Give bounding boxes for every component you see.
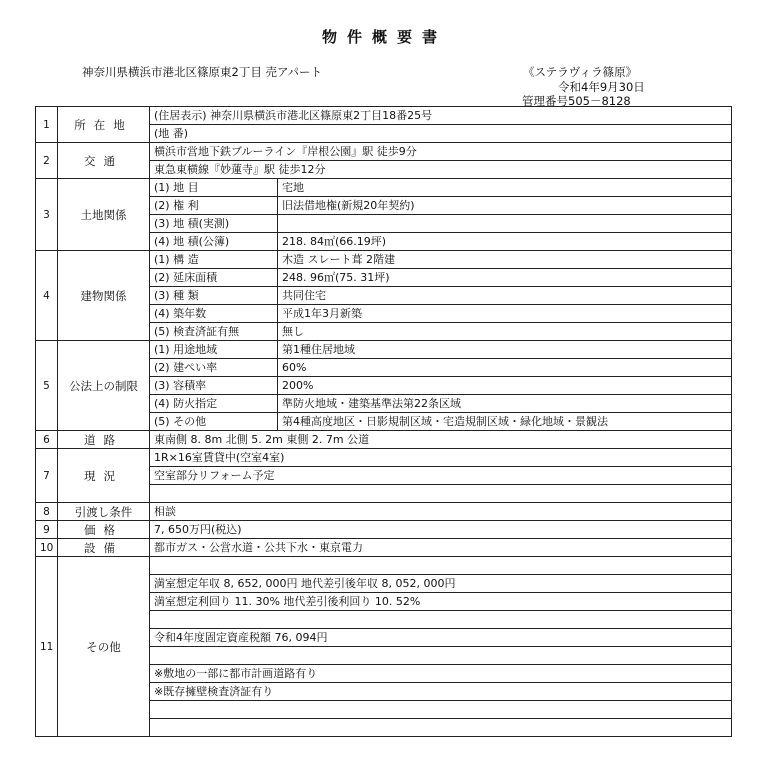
blank-cell bbox=[150, 611, 732, 629]
table-row bbox=[36, 431, 732, 449]
other-yield: 満室想定利回り 11. 30% 地代差引後利回り 10. 52% bbox=[150, 593, 732, 611]
building-value: 木造 スレート葺 2階建 bbox=[278, 251, 732, 269]
row-number: 4 bbox=[36, 251, 58, 341]
document-title: 物件概要書 bbox=[321, 28, 447, 46]
building-label: (3) 種 類 bbox=[150, 287, 278, 305]
category-transport: 交通 bbox=[58, 143, 150, 179]
table-row bbox=[36, 143, 732, 161]
document-date: 令和4年9月30日 bbox=[558, 80, 645, 94]
row-number: 9 bbox=[36, 521, 58, 539]
transport-line-1: 横浜市営地下鉄ブルーライン『岸根公園』駅 徒歩9分 bbox=[150, 143, 732, 161]
blank-cell bbox=[150, 719, 732, 737]
table-row bbox=[36, 179, 732, 197]
category-land: 土地関係 bbox=[58, 179, 150, 251]
building-label: (1) 構 造 bbox=[150, 251, 278, 269]
table-row bbox=[36, 503, 732, 521]
building-value: 無し bbox=[278, 323, 732, 341]
row-number: 10 bbox=[36, 539, 58, 557]
land-value: 宅地 bbox=[278, 179, 732, 197]
row-number: 3 bbox=[36, 179, 58, 251]
restriction-label: (1) 用途地域 bbox=[150, 341, 278, 359]
category-location: 所在地 bbox=[58, 107, 150, 143]
blank-cell bbox=[150, 485, 732, 503]
facilities-value: 都市ガス・公営水道・公共下水・東京電力 bbox=[150, 539, 732, 557]
restriction-value: 第1種住居地域 bbox=[278, 341, 732, 359]
restriction-label: (2) 建ぺい率 bbox=[150, 359, 278, 377]
table-row bbox=[36, 251, 732, 269]
building-value: 248. 96㎡(75. 31坪) bbox=[278, 269, 732, 287]
table-row bbox=[36, 341, 732, 359]
location-address: (住居表示) 神奈川県横浜市港北区篠原東2丁目18番25号 bbox=[150, 107, 732, 125]
row-number: 11 bbox=[36, 557, 58, 737]
transport-line-2: 東急東横線『妙蓮寺』駅 徒歩12分 bbox=[150, 161, 732, 179]
road-value: 東南側 8. 8m 北側 5. 2m 東側 2. 7m 公道 bbox=[150, 431, 732, 449]
row-number: 5 bbox=[36, 341, 58, 431]
restriction-value: 第4種高度地区・日影規制区域・宅造規制区域・緑化地域・景観法 bbox=[278, 413, 732, 431]
management-number: 管理番号505－8128 bbox=[522, 94, 631, 108]
row-number: 7 bbox=[36, 449, 58, 503]
building-label: (4) 築年数 bbox=[150, 305, 278, 323]
other-note-wall: ※既存擁壁検査済証有り bbox=[150, 683, 732, 701]
status-line-1: 1R×16室賃貸中(空室4室) bbox=[150, 449, 732, 467]
blank-cell bbox=[150, 647, 732, 665]
location-lot-number: (地 番) bbox=[150, 125, 732, 143]
land-value bbox=[278, 215, 732, 233]
restriction-label: (5) その他 bbox=[150, 413, 278, 431]
category-road: 道路 bbox=[58, 431, 150, 449]
land-label: (1) 地 目 bbox=[150, 179, 278, 197]
category-building: 建物関係 bbox=[58, 251, 150, 341]
row-number: 6 bbox=[36, 431, 58, 449]
land-value: 旧法借地権(新規20年契約) bbox=[278, 197, 732, 215]
blank-cell bbox=[150, 557, 732, 575]
building-value: 共同住宅 bbox=[278, 287, 732, 305]
land-label: (2) 権 利 bbox=[150, 197, 278, 215]
status-line-2: 空室部分リフォーム予定 bbox=[150, 467, 732, 485]
restriction-value: 60% bbox=[278, 359, 732, 377]
table-row bbox=[36, 521, 732, 539]
category-delivery-terms: 引渡し条件 bbox=[58, 503, 150, 521]
building-value: 平成1年3月新築 bbox=[278, 305, 732, 323]
table-row bbox=[36, 557, 732, 575]
row-number: 1 bbox=[36, 107, 58, 143]
land-label: (3) 地 積(実測) bbox=[150, 215, 278, 233]
price-value: 7, 650万円(税込) bbox=[150, 521, 732, 539]
restriction-label: (3) 容積率 bbox=[150, 377, 278, 395]
blank-cell bbox=[150, 701, 732, 719]
building-label: (2) 延床面積 bbox=[150, 269, 278, 287]
category-facilities: 設備 bbox=[58, 539, 150, 557]
row-number: 8 bbox=[36, 503, 58, 521]
land-label: (4) 地 積(公簿) bbox=[150, 233, 278, 251]
property-summary-table bbox=[35, 106, 732, 737]
other-note-road: ※敷地の一部に都市計画道路有り bbox=[150, 665, 732, 683]
category-other: その他 bbox=[58, 557, 150, 737]
property-address-line: 神奈川県横浜市港北区篠原東2丁目 売アパート bbox=[82, 65, 323, 79]
table-row bbox=[36, 107, 732, 125]
delivery-terms-value: 相談 bbox=[150, 503, 732, 521]
restriction-value: 準防火地域・建築基準法第22条区域 bbox=[278, 395, 732, 413]
category-price: 価格 bbox=[58, 521, 150, 539]
table-row bbox=[36, 539, 732, 557]
land-value: 218. 84㎡(66.19坪) bbox=[278, 233, 732, 251]
property-name: 《ステラヴィラ篠原》 bbox=[523, 65, 638, 79]
restriction-label: (4) 防火指定 bbox=[150, 395, 278, 413]
category-legal-restrictions: 公法上の制限 bbox=[58, 341, 150, 431]
other-property-tax: 令和4年度固定資産税額 76, 094円 bbox=[150, 629, 732, 647]
restriction-value: 200% bbox=[278, 377, 732, 395]
row-number: 2 bbox=[36, 143, 58, 179]
building-label: (5) 検査済証有無 bbox=[150, 323, 278, 341]
table-row bbox=[36, 449, 732, 467]
category-current-status: 現況 bbox=[58, 449, 150, 503]
other-annual-income: 満室想定年収 8, 652, 000円 地代差引後年収 8, 052, 000円 bbox=[150, 575, 732, 593]
